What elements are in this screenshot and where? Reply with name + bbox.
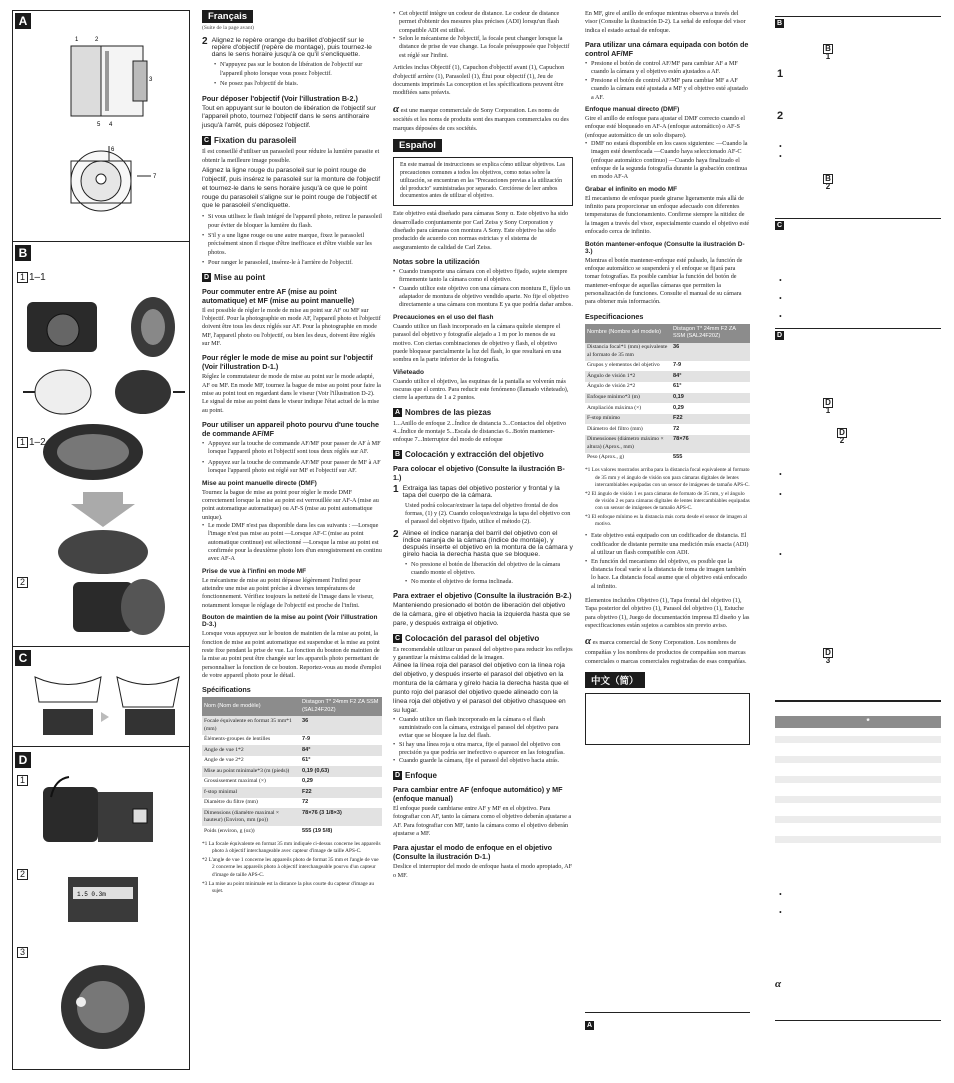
- remove-lens-heading: Para extraer el objetivo (Consulte la ilustración B-2.): [393, 590, 572, 600]
- section-header-c: C: [775, 218, 941, 228]
- included-items: Articles inclus Objectif (1), Capuchon d'objectif avant (1), Capuchon d'objectif arrière (1), Parasoleil (1), Étui pour objectif (1), Jeu de documents imprimés La conception et les spécifications peuvent être modifiées sans préavis.: [393, 64, 565, 97]
- table-row: Diámetro del filtro (mm) 72: [587, 425, 680, 432]
- flash-heading: Precauciones en el uso del flash: [393, 313, 494, 321]
- hood-paragraph: Es recomendable utilizar un parasol del objetivo para reducir los reflejos y garantizar la máxima calidad de la imagen.: [393, 645, 573, 661]
- infinity-heading: Prise de vue à l'infini en mode MF: [202, 567, 307, 575]
- notice-box: En este manual de instrucciones se explica cómo utilizar objetivos. Las precauciones comunes a todos los objetivos, como notas sobre la utilización, se encuentran en las "Precauciones previas a la utilización del producto" suministradas por separado. Cerciórese de leer ambos documentos antes de utilizar el objetivo.: [393, 157, 573, 206]
- bullet: • Cuando utilice este objetivo con una cámara con montura E, fíjelo un adaptador de montura de objetivo vendido aparte. No fije el objetivo directamente a una cámara con montura E ya que podría dañar ambos.: [393, 285, 573, 310]
- flash-text: Cuando utilice un flash incorporado en la cámara quítele siempre el parasol del objetivo y fotografíe alejado a 1 m por lo menos de su motivo. Con ciertas combinaciones de objetivo y flash, el objetivo puede bloquear parcialmente la luz del flash, lo que resultará en una sombra en la parte inferior de la fotografía.: [393, 322, 562, 364]
- vignetting-heading: Viñeteado: [393, 368, 424, 376]
- hood-heading: C Fixation du parasoleil: [203, 136, 297, 146]
- af-mf-button-heading: Para utilizar una cámara equipada con botón de control AF/MF: [585, 40, 749, 59]
- sub-label-d1: 1: [17, 775, 29, 786]
- table-row: [775, 756, 941, 763]
- table-row: Dimensions (diamètre maximal × hauteur) (Environ, mm (po)) 78×76 (3 1/8×3): [202, 808, 382, 826]
- illustration-section-c: [13, 646, 189, 746]
- table-row: Grupos y elementos del objetivo 7-9: [587, 362, 682, 369]
- table-row: Ángulo de visión 1*2 84°: [585, 371, 750, 382]
- sub-label-2: 2: [17, 577, 29, 588]
- bullet: • No monte el objetivo de forma inclinada.: [405, 578, 573, 586]
- svg-text:6: 6: [111, 147, 115, 153]
- step-2: 2 Alinee el índice naranja del barril del objetivo con el índice naranja de la cámara (índice de montaje), y después inserte el objetivo en la montura de la cámara y gírelo hacia la derecha hasta que se bloquee.: [393, 528, 573, 558]
- remove-lens-text: Manteniendo presionado el botón de liberación del objetivo de la cámara, gire el objetivo hacia la izquierda hasta que se pare, y después extraiga el objetivo.: [393, 601, 571, 627]
- af-mf-text: El enfoque puede cambiarse entre AF y MF en el objetivo. Para fotografiar con AF, tanto la cámara como el objetivo deberán ajustarse a AF. Para fotografiar con MF, tanto la cámara como el objetivo deberán ajustarse a MF.: [393, 804, 572, 837]
- hood-paragraph: Alinee la línea roja del parasol del objetivo con la línea roja del objetivo, y después inserte el parasol del objetivo en la montura de la cámara y gírelo hacia la derecha hasta que el punto rojo del parasol del objetivo quede alineado con la línea roja del objetivo y el parasol del objetivo chasquee en su lugar.: [393, 662, 569, 714]
- dmf-text: Tournez la bague de mise au point pour régler le mode DMF correctement lorsque la mise au point est verrouillée sur AF-A (mise au point automatique automatique) ou AF-S (mise au point automatique unique).: [202, 488, 379, 521]
- table-row: Enfoque mínimo*3 (m) 0,19: [585, 393, 750, 404]
- intro-text: Este objetivo está diseñado para cámaras Sony α. Este objetivo ha sido desarrollado conjuntamente por Carl Zeiss y Sony Corporation y diseñado para cámaras con montura A Sony. Este objetivo ha sido producido de acuerdo con normas estrictas y el sistema de aseguramiento de calidad de Carl Zeiss.: [393, 210, 569, 251]
- parts-heading: A Nombres de las piezas: [394, 407, 492, 417]
- focus-hold-text: Mientras el botón mantener-enfoque esté pulsado, la función de enfoque automático se suspenderá y el enfoque se fijará para tomar fotografías. Es posible cambiar la función del botón de mantener-enfoque de aquellas cámaras que permiten la personalización de funciones. Consulte el manual de su cámara para obtener más información.: [585, 256, 743, 306]
- section-letter: C: [15, 650, 31, 666]
- hood-paragraph: Il est conseillé d'utiliser un parasoleil pour réduire la lumière parasite et obtenir la meilleure image possible.: [202, 148, 380, 164]
- bullet: • Si hay una línea roja u otra marca, fije el parasol del objetivo con precisión ya que podría ser inefectivo o aparecer en las fotografías.: [393, 741, 573, 758]
- trademark-note: α es marca comercial de Sony Corporation. Los nombres de compañías y los nombres de productos de compañías son marcas comerciales o marcas comerciales registradas de esas compañías.: [585, 635, 747, 665]
- bullet: • Pour ranger le parasoleil, insérez-le à l'arrière de l'objectif.: [202, 259, 382, 267]
- alpha-logo-icon: α: [775, 978, 782, 990]
- bullet: • Le mode DMF n'est pas disponible dans les cas suivants : —Lorsque l'image n'est pas mise au point —Lorsque AF-C (mise au point automatique continue) est sélectionné —Lorsque la mise au point est confirmée pour la deuxième photo lors d'un enregistrement en continu avec AF-A: [202, 522, 382, 564]
- sub-label-d3: D 3: [823, 648, 833, 665]
- bullet: •: [779, 470, 782, 479]
- table-row: F-stop mínimo F22: [585, 414, 750, 425]
- mf-text: En MF, gire el anillo de enfoque mientras observa a través del visor (Consulte la ilustración D-2). La señal de enfoque del visor indica el estado actual de enfoque.: [585, 10, 746, 34]
- af-mf-text: Il est possible de régler le mode de mise au point sur AF ou MF sur l'objectif. Pour la photographie en mode AF, l'appareil photo et l'objectif doivent être tous les deux réglés sur AF. Pour la photographie en mode MF, l'appareil photo ou l'objectif, ou bien les deux, doivent être réglés sur MF.: [202, 306, 381, 347]
- spec-table-french: Nom (Nom de modèle) Distagon T* 24mm F2 ZA SSM (SAL24F20Z) Focale équivalente en format 35 mm*1 (mm) 36 Éléments-groupes de lentilles 7-9 Angle de vue 1*2 84° Angle de vue 2*2 61° Mise au point minimale*3 (m (pieds)) 0,19 (0,63) Grossissement maximal (×) 0,29 f-stop minimal F22 Diamètre du filtre (mm) 72 Dimensions (diamètre maximal × hauteur) (Environ, mm (po)) 78×76 (3 1/8×3) Poids (environ, g (oz)) 555 (19 5/8): [202, 697, 382, 837]
- remove-lens-text: Tout en appuyant sur le bouton de libération de l'objectif sur l'appareil photo, tournez l'objectif dans le sens antihoraire jusqu'à l'arrêt, puis déposez l'objectif.: [202, 104, 376, 130]
- table-row: [775, 776, 941, 783]
- spec-table-spanish: Nombre (Nombre del modelo) Distagon T* 24mm F2 ZA SSM (SAL24F20Z) Distancia focal*1 (mm) equivalente al formato de 35 mm 36 Grupos y elementos del objetivo 7-9 Ángulo de visión 1*2 84° Ángulo de visión 2*2 61° Enfoque mínimo*3 (m) 0,19 Ampliación máxima (×) 0,29 F-stop mínimo F22 Diámetro del filtro (mm) 72 Dimensiones (diámetro máximo × altura) (Aprox., mm) 78×76 Peso (Aprox., g) 555: [585, 324, 750, 464]
- section-header-a-bar: A: [585, 1012, 750, 1022]
- bullet: • Presione el botón de control AF/MF para cambiar MF a AF cuando la cámara esté ajustada a MF y el objetivo esté ajustado a AF.: [585, 77, 750, 102]
- bullet: • Selon le mécanisme de l'objectif, la focale peut changer lorsque la distance de prise de vue change. La focale présupposée que l'objectif est réglé sur l'infini.: [393, 35, 573, 60]
- step-2: 2: [777, 110, 784, 122]
- bullet: •: [779, 890, 782, 899]
- language-tab-chinese: 中文（简）: [585, 672, 645, 688]
- step-note: Usted podrá colocar/extraer la tapa del objetivo frontal de dos formas, (1) y (2). Cuando coloque/extraiga la tapa del objetivo con el parasol del objetivo fijado, utilice el método (2).: [405, 501, 571, 526]
- hood-heading: C Colocación del parasol del objetivo: [394, 633, 540, 643]
- table-row: Éléments-groupes de lentilles 7-9: [204, 736, 311, 743]
- lens-diagram: [13, 11, 189, 239]
- bullet: •: [779, 142, 782, 151]
- step-2: 2 Alignez le repère orange du barillet d'objectif sur le repère d'objectif (repère de montage), puis tournez-le dans le sens horaire jusqu'à ce qu'il s'encliquette.: [202, 36, 372, 59]
- step-1: 1: [777, 68, 784, 80]
- included-items: Elementos incluidos Objetivo (1), Tapa frontal del objetivo (1), Tapa posterior del objetivo (1), Parasol del objetivo (1), Estuche para objetivo (1), Juego de documentación impresa El diseño y las especificaciones están sujetos a cambios sin previo aviso.: [585, 597, 750, 630]
- illustration-section-b: [13, 241, 189, 646]
- set-mode-text: Réglez le commutateur de mode de mise au point sur le mode adapté, AF ou MF. En mode MF, tournez la bague de mise au point pour faire la mise au point tout en regardant dans le viseur (Voir l'illustration D-2). Le signal de mise au point dans le viseur indique l'état actuel de la mise au point.: [202, 373, 381, 414]
- bullet: • Appuyez sur la touche de commande AF/MF pour passer de MF à AF lorsque l'appareil photo est réglé sur MF et l'objectif sur AF.: [202, 459, 382, 476]
- illustration-section-d: [13, 746, 189, 1070]
- section-header-a: [775, 1020, 941, 1030]
- table-row: Mise au point minimale*3 (m (pieds)) 0,19 (0,63): [202, 766, 382, 777]
- table-row: Distancia focal*1 (mm) equivalente al formato de 35 mm 36: [585, 343, 750, 361]
- bullet: •: [779, 490, 782, 499]
- bullet: • Este objetivo está equipado con un codificador de distancia. El codificador de distante permite una medición más exacta (ADI) al utilizar un flash compatible con ADI.: [585, 532, 750, 557]
- focus-hold-heading: Botón mantener-enfoque (Consulte la ilustración D-3.): [585, 240, 745, 255]
- alpha-logo-icon: α: [393, 102, 400, 115]
- hood-paragraph: Alignez la ligne rouge du parasoleil sur le point rouge de l'objectif, puis insérez le parasoleil sur la monture de l'objectif et tournez-le dans le sens horaire jusqu'à ce que le point rouge du parasoleil s'aligne sur le point rouge de l'objectif et que le parasoleil s'encliquette.: [202, 166, 381, 210]
- focus-diagram: [13, 747, 189, 1071]
- french-column: [202, 10, 382, 897]
- attach-lens-diagram: [13, 242, 189, 647]
- bullet: •: [779, 312, 782, 321]
- af-mf-button-heading: Pour utiliser un appareil photo pourvu d'une touche de commande AF/MF: [202, 420, 380, 439]
- vignetting-text: Cuando utilice el objetivo, las esquinas de la pantalla se volverán más oscuras que el centro. Para reducir este fenómeno (llamado viñeteado), cierre la apertura de 1 a 2 puntos.: [393, 377, 569, 402]
- sub-label-d2: 2: [17, 869, 29, 880]
- dmf-heading: Mise au point manuelle directe (DMF): [202, 479, 317, 487]
- sub-label-1-2: 1 1–2: [17, 437, 46, 448]
- table-row: [775, 836, 941, 843]
- bullet: • Cuando guarde la cámara, fije el parasol del objetivo hacia atrás.: [393, 757, 573, 765]
- set-mode-heading: Para ajustar el modo de enfoque en el objetivo (Consulte la ilustración D-1.): [393, 843, 552, 862]
- set-mode-heading: Pour régler le mode de mise au point sur l'objectif (Voir l'illustration D-1.): [202, 353, 373, 372]
- infinity-heading: Grabar el infinito en modo MF: [585, 185, 678, 193]
- sub-label-1-1: 1 1–1: [17, 272, 46, 283]
- table-row: Peso (Aprox., g) 555: [587, 454, 683, 461]
- table-row: [775, 816, 941, 823]
- footnote: *3 La mise au point minimale est la distance la plus courte du capteur d'image au sujet.: [202, 880, 375, 894]
- section-letter: A: [15, 13, 31, 29]
- infinity-text: El mecanismo de enfoque puede girarse ligeramente más allá de infinito para proporcionar un enfoque adecuado con diferentes temperaturas de funcionamiento. Confirme siempre la nitidez de la imagen a través del visor, especialmente cuando el objetivo esté enfocado cerca de infinito.: [585, 194, 750, 236]
- footnote: *1 La focale équivalente en format 35 mm indiquée ci-dessus concerne les appareils photo à objectif interchangeable avec capteur d'image de taille APS-C.: [202, 841, 381, 855]
- svg-text:4: 4: [109, 122, 113, 128]
- af-mf-heading: Pour commuter entre AF (mise au point automatique) et MF (mise au point manuelle): [202, 286, 355, 305]
- bullet: • No presione el botón de liberación del objetivo de la cámara cuando monte el objetivo.: [405, 561, 573, 578]
- table-row: f-stop minimal F22: [202, 787, 382, 798]
- focus-hold-text: Lorsque vous appuyez sur le bouton de maintien de la mise au point, la fonction de mise au point automatique est suspendue et la mise au point reste fixe pendant la prise de vue. La fonction du bouton de maintien de la mise au point peut être changée sur les appareils photo permettant de personnaliser la fonction de ce bouton. Reportez-vous au mode d'emploi de votre appareil photo pour le détail.: [202, 630, 382, 679]
- attach-subheading: Para colocar el objetivo (Consulte la ilustración B-1.): [393, 463, 565, 482]
- bullet: • N'appuyez pas sur le bouton de libération de l'objectif sur l'appareil photo lorsque vous posez l'objectif.: [214, 61, 382, 78]
- distance-scale: 1.5 0.3m: [77, 891, 106, 898]
- table-row: [775, 796, 941, 803]
- sub-label-d1: D 1: [823, 398, 833, 415]
- language-tab-spanish: Español: [393, 139, 442, 152]
- svg-text:7: 7: [153, 174, 157, 180]
- table-row: Dimensiones (diámetro máximo × altura) (Aprox., mm) 78×76: [585, 435, 750, 453]
- spec-divider: [775, 700, 941, 710]
- section-header-b: B: [775, 16, 941, 26]
- sub-label-b2: B 2: [823, 174, 833, 191]
- footnote: *3 El enfoque mínimo es la distancia más corta desde el sensor de imagen al motivo.: [585, 514, 748, 528]
- attach-heading: B Colocación y extracción del objetivo: [394, 449, 544, 459]
- bullet: • Ne posez pas l'objectif de biais.: [214, 80, 382, 88]
- bullet: •: [779, 908, 782, 917]
- infinity-text: Le mécanisme de mise au point dépasse légèrement l'infini pour atteindre une mise au point précise à diverses températures de fonctionnement. Vérifiez toujours la netteté de l'image dans le viseur, notamment lorsque le réglage de l'objectif est proche de l'infini.: [202, 576, 374, 609]
- focus-hold-heading: Bouton de maintien de la mise au point (Voir l'illustration D-3.): [202, 614, 378, 629]
- dmf-text: Gire el anillo de enfoque para ajustar el DMF correcto cuando el enfoque esté bloqueado en AF-A (enfoque automático) o AF-S (enfoque automático de un solo disparo).: [585, 114, 745, 139]
- table-row: Diamètre du filtre (mm) 72: [204, 799, 309, 806]
- af-mf-heading: Para cambiar entre AF (enfoque automático) y MF (enfoque manual): [393, 784, 563, 803]
- table-row: Angle de vue 1*2 84°: [202, 745, 382, 756]
- svg-text:1: 1: [75, 37, 79, 43]
- svg-text:5: 5: [97, 122, 101, 128]
- notice-box: [585, 693, 750, 745]
- spec-heading: Especificaciones: [585, 311, 644, 321]
- footnote: *1 Los valores mostrados arriba para la distancia focal equivalente al formato de 35 mm y el ángulo de visión son para cámaras digitales de lentes intercambiables equipadas con un sensor de imágenes de tamaño APS-C.: [585, 467, 750, 488]
- bullet: • En función del mecanismo del objetivo, es posible que la distancia focal varíe si la distancia de toma de imagen también lo hace. La distancia focal asume que el objetivo está enfocado al infinito.: [585, 558, 750, 591]
- spanish-column-2: [585, 10, 750, 749]
- bullet: • Cuando utilice un flash incorporado en la cámara o el flash suministrado con la cámara, extraiga el parasol del objetivo para evitar que se bloquee la luz del flash.: [393, 716, 573, 741]
- bullet: •: [779, 550, 782, 559]
- section-header-d: D: [775, 328, 941, 338]
- bullet: • Cuando transporte una cámara con el objetivo fijado, sujete siempre firmemente tanto la cámara como el objetivo.: [393, 268, 573, 285]
- table-row: Focale équivalente en format 35 mm*1 (mm) 36: [202, 716, 382, 734]
- section-letter: B: [15, 245, 31, 261]
- bullet: • DMF no estará disponible en los casos siguientes: —Cuando la imagen esté desenfocada —Cuando haya seleccionado AF-C (enfoque automático continuo) —Cuando haya finalizado el enfoque de la segunda fotografía durante la grabación continua en modo AF-A: [585, 140, 750, 182]
- bullet: •: [779, 294, 782, 303]
- svg-text:2: 2: [95, 37, 99, 43]
- focus-heading: D Enfoque: [394, 770, 437, 780]
- table-row: Poids (environ, g (oz)) 555 (19 5/8): [204, 827, 333, 834]
- bullet: • Cet objectif intègre un codeur de distance. Le codeur de distance permet d'obtenir des mesures plus précises (ADI) lorsqu'un flash compatible ADI est utilisé.: [393, 10, 573, 35]
- focus-heading: D Mise au point: [203, 272, 266, 282]
- sub-label-d3: 3: [17, 947, 29, 958]
- sub-label-d2: D 2: [837, 428, 847, 445]
- spanish-column-1: [393, 10, 573, 880]
- svg-text:3: 3: [149, 77, 153, 83]
- footnote: *2 El ángulo de visión 1 es para cámaras de formato de 35 mm, y el ángulo de visión 2 es para cámaras digitales de lentes intercambiables equipadas con un sensor de imágenes de tamaño APS-C.: [585, 490, 750, 512]
- chinese-column: [775, 10, 941, 1070]
- dmf-heading: Enfoque manual directo (DMF): [585, 105, 680, 113]
- step-1: 1 Extraiga las tapas del objetivo posterior y frontal y la tapa del cuerpo de la cámara.: [393, 483, 560, 499]
- footnote: *2 L'angle de vue 1 concerne les appareils photo de format 35 mm et l'angle de vue 2 concerne les appareils photo à objectif interchangeable pourvu d'un capteur d'image de taille APS-C.: [202, 857, 379, 878]
- trademark-note: α est une marque commerciale de Sony Corporation. Les noms de sociétés et les noms de produits sont des marques commerciales ou des marques déposées de ces sociétés.: [393, 102, 569, 132]
- table-row: [775, 736, 941, 743]
- alpha-logo-icon: α: [585, 635, 592, 648]
- table-row: Grossissement maximal (×) 0,29: [204, 778, 313, 785]
- bullet: • Si vous utilisez le flash intégré de l'appareil photo, retirez le parasoleil pour éviter de bloquer la lumière du flash.: [202, 213, 382, 230]
- sub-label-b1: B 1: [823, 44, 833, 61]
- bullet: •: [779, 152, 782, 161]
- spec-table-header: *: [775, 716, 941, 728]
- bullet: • Appuyez sur la touche de commande AF/MF pour passer de AF à MF lorsque l'appareil photo et l'objectif sont tous deux réglés sur AF.: [202, 440, 382, 457]
- remove-lens-heading: Pour déposer l'objectif (Voir l'illustration B-2.): [202, 93, 358, 103]
- parts-list: 1...Anillo de enfoque 2...Índice de distancia 3...Contactos del objetivo 4...Índice de montaje 5...Escala de distancias 6...Botón mantener-enfoque 7...Interruptor del modo de enfoque: [393, 419, 567, 444]
- hood-diagram: [13, 647, 189, 747]
- bullet: •: [779, 276, 782, 285]
- table-row: Angle de vue 2*2 61°: [204, 757, 311, 764]
- bullet: • S'il y a une ligne rouge ou une autre marque, fixez le parasoleil précisément sinon il risque d'être inefficace et d'être visible sur les photos.: [202, 232, 382, 257]
- bullet: • Presione el botón de control AF/MF para cambiar AF a MF cuando la cámara y el objetivo estén ajustados a AF.: [585, 60, 750, 77]
- table-row: Ampliación máxima (×) 0,29: [587, 404, 684, 411]
- illustration-panel: [12, 10, 190, 1070]
- set-mode-text: Deslice el interruptor del modo de enfoque hasta el modo apropiado, AF o MF.: [393, 863, 573, 879]
- spec-heading: Spécifications: [202, 685, 251, 695]
- language-tab-french: Français: [202, 10, 253, 23]
- continued-note: (Suite de la page avant): [202, 25, 254, 31]
- table-row: Ángulo de visión 2*2 61°: [587, 383, 682, 390]
- notes-heading: Notas sobre la utilización: [393, 257, 480, 267]
- illustration-section-a: [13, 11, 189, 241]
- section-letter: D: [15, 752, 31, 768]
